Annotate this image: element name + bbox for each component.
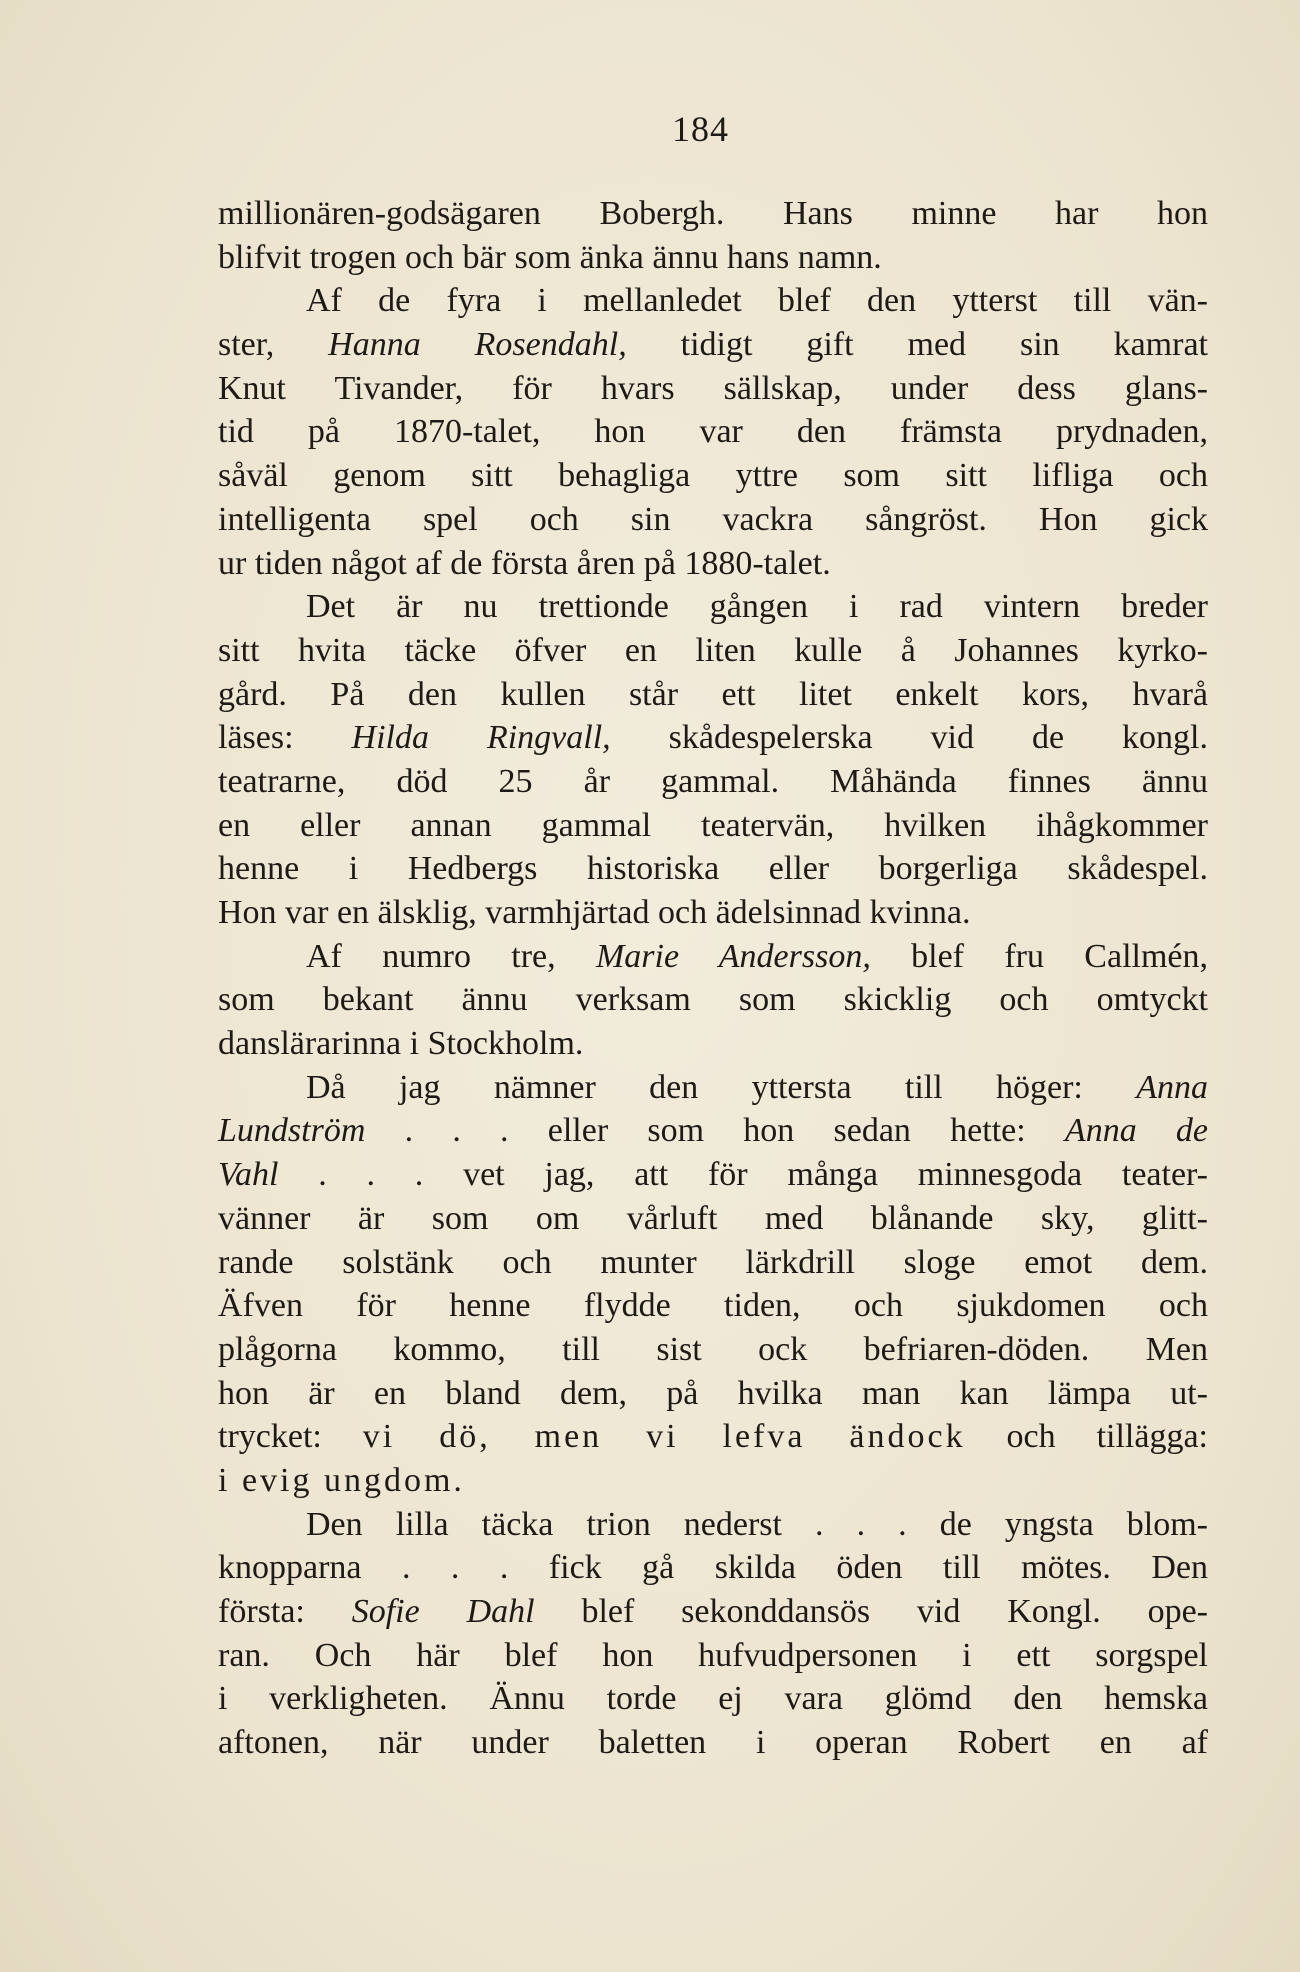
text-line bbox=[218, 1546, 1208, 1590]
spaced-text: i evig ungdom. bbox=[218, 1461, 465, 1499]
text-line bbox=[218, 192, 1208, 236]
text-line bbox=[218, 760, 1208, 804]
text-line bbox=[218, 1328, 1208, 1372]
text-run: som bekant ännu verksam som skicklig och omtyckt bbox=[218, 981, 1208, 1019]
text-run: knopparna . . . fick gå skilda öden till mötes. Den bbox=[218, 1549, 1208, 1587]
text-line bbox=[218, 323, 1208, 367]
italic-name: Hilda Ringvall, bbox=[351, 719, 611, 757]
text-line bbox=[218, 1197, 1208, 1241]
text-run: teatrarne, död 25 år gammal. Måhända finnes ännu bbox=[218, 762, 1208, 800]
text-line bbox=[218, 847, 1208, 891]
text-line bbox=[218, 716, 1208, 760]
text-run: läses: bbox=[218, 719, 352, 757]
text-run: vänner är som om vårluft med blånande sky, glitt- bbox=[218, 1199, 1208, 1237]
text-line bbox=[218, 585, 1208, 629]
text-line bbox=[218, 236, 1208, 280]
text-run: millionären-godsägaren Bobergh. Hans minne har hon bbox=[218, 195, 1208, 232]
text-run: aftonen, när under baletten i operan Robert en af bbox=[218, 1724, 1208, 1762]
text-line bbox=[218, 542, 1208, 586]
text-run: blef fru Callmén, bbox=[870, 937, 1208, 975]
text-line bbox=[218, 935, 1208, 979]
text-line bbox=[218, 1415, 1208, 1459]
text-line bbox=[218, 1459, 1208, 1503]
italic-name: Hanna Rosendahl, bbox=[328, 326, 627, 364]
text-run: Då jag nämner den yttersta till höger: bbox=[306, 1068, 1137, 1106]
text-line bbox=[218, 673, 1208, 717]
text-line bbox=[218, 804, 1208, 848]
text-line bbox=[218, 1153, 1208, 1197]
text-run: rande solstänk och munter lärkdrill sloge emot dem. bbox=[218, 1243, 1208, 1281]
text-run: blifvit trogen och bär som änka ännu hans namn. bbox=[218, 238, 882, 276]
text-line bbox=[218, 978, 1208, 1022]
text-run: Af numro tre, bbox=[306, 937, 596, 975]
text-line bbox=[218, 1721, 1208, 1765]
text-line bbox=[218, 629, 1208, 673]
italic-name: Anna de bbox=[1064, 1112, 1209, 1150]
text-run: Det är nu trettionde gången i rad vintern breder bbox=[306, 588, 1208, 626]
text-line bbox=[218, 1284, 1208, 1328]
text-line bbox=[218, 367, 1208, 411]
text-run: i verkligheten. Ännu torde ej vara glömd den hemska bbox=[218, 1680, 1208, 1718]
text-line bbox=[218, 1634, 1208, 1678]
text-run: henne i Hedbergs historiska eller borgerliga skådespel. bbox=[218, 850, 1208, 888]
text-run: blef sekonddansös vid Kongl. ope- bbox=[534, 1593, 1209, 1630]
text-run: hon är en bland dem, på hvilka man kan lämpa ut- bbox=[218, 1374, 1208, 1412]
text-line bbox=[218, 1066, 1208, 1110]
text-line bbox=[218, 1677, 1208, 1721]
italic-name: Anna bbox=[1136, 1068, 1208, 1106]
text-run: Äfven för henne flydde tiden, och sjukdomen och bbox=[218, 1287, 1208, 1325]
text-line bbox=[218, 1241, 1208, 1285]
text-line bbox=[218, 410, 1208, 454]
text-run: Knut Tivander, för hvars sällskap, under dess glans- bbox=[218, 369, 1208, 407]
text-run: ster, bbox=[218, 326, 329, 364]
text-run: tidigt gift med sin kamrat bbox=[626, 326, 1208, 364]
text-run: och tillägga: bbox=[965, 1418, 1209, 1456]
text-run: trycket: bbox=[218, 1418, 363, 1456]
text-run: . . . eller som hon sedan hette: bbox=[365, 1112, 1065, 1150]
text-run: intelligenta spel och sin vackra sångröst. Hon gick bbox=[218, 500, 1208, 538]
text-line bbox=[218, 279, 1208, 323]
text-line bbox=[218, 454, 1208, 498]
text-run: skådespelerska vid de kongl. bbox=[610, 719, 1208, 757]
text-line bbox=[218, 498, 1208, 542]
text-line bbox=[218, 891, 1208, 935]
text-run: sitt hvita täcke öfver en liten kulle å Johannes kyrko- bbox=[218, 631, 1208, 669]
body-text bbox=[218, 192, 1208, 1765]
text-run: Hon var en älsklig, varmhjärtad och ädelsinnad kvinna. bbox=[218, 894, 971, 931]
spaced-text: vi dö, men vi lefva ändock bbox=[362, 1418, 966, 1456]
text-line bbox=[218, 1372, 1208, 1416]
italic-name: Vahl bbox=[218, 1156, 279, 1194]
page-number: 184 bbox=[672, 109, 729, 149]
text-run: gård. På den kullen står ett litet enkelt kors, hvarå bbox=[218, 675, 1208, 713]
italic-name: Lundström bbox=[218, 1112, 366, 1150]
text-run: såväl genom sitt behagliga yttre som sitt lifliga och bbox=[218, 457, 1208, 495]
text-run: Af de fyra i mellanledet blef den ytterst till vän- bbox=[306, 282, 1208, 320]
text-run: danslärarinna i Stockholm. bbox=[218, 1025, 584, 1063]
italic-name: Marie Andersson, bbox=[595, 937, 871, 975]
text-run: . . . vet jag, att för många minnesgoda teater- bbox=[278, 1156, 1208, 1194]
text-run: första: bbox=[218, 1593, 352, 1630]
text-line bbox=[218, 1503, 1208, 1547]
text-run: plågorna kommo, till sist ock befriaren-döden. Men bbox=[218, 1330, 1208, 1368]
italic-name: Sofie Dahl bbox=[351, 1593, 535, 1630]
text-run: ur tiden något af de första åren på 1880-talet. bbox=[218, 544, 831, 582]
text-line bbox=[218, 1590, 1208, 1634]
text-line bbox=[218, 1022, 1208, 1066]
text-run: en eller annan gammal teatervän, hvilken ihågkommer bbox=[218, 806, 1208, 844]
text-run: ran. Och här blef hon hufvudpersonen i ett sorgspel bbox=[218, 1636, 1208, 1674]
text-run: tid på 1870-talet, hon var den främsta prydnaden, bbox=[218, 413, 1208, 451]
text-line bbox=[218, 1109, 1208, 1153]
text-run: Den lilla täcka trion nederst . . . de yngsta blom- bbox=[306, 1505, 1208, 1543]
